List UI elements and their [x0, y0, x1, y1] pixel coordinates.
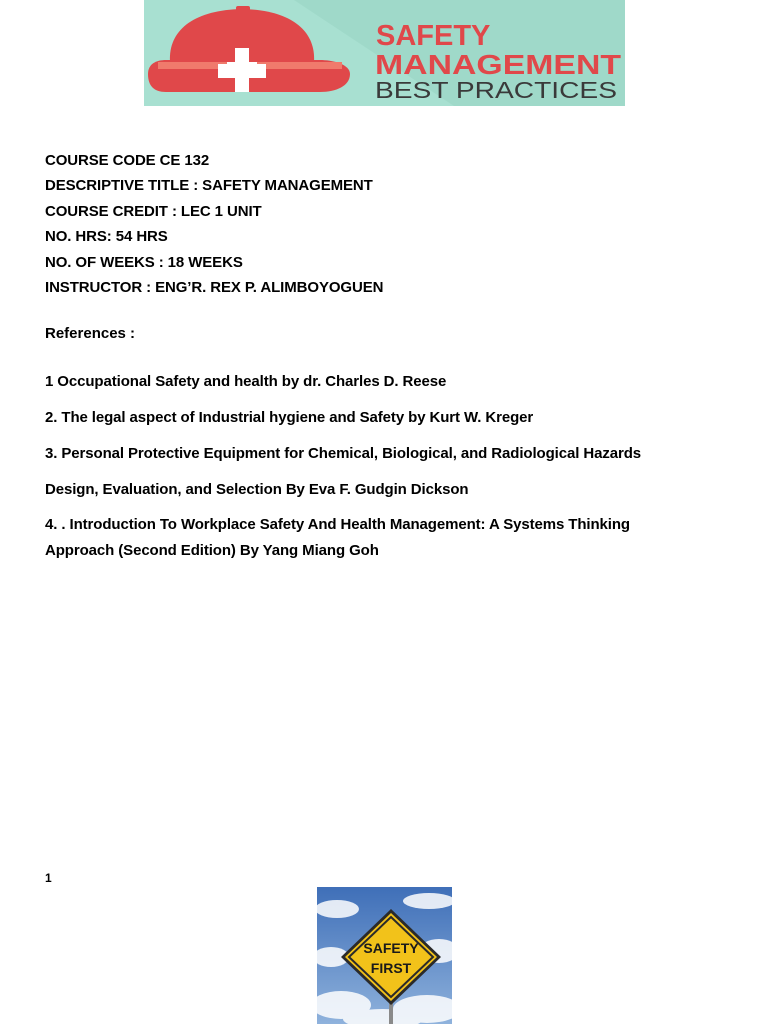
sign-text-line2: FIRST — [370, 960, 412, 976]
reference-item: Approach (Second Edition) By Yang Miang Goh — [45, 542, 379, 559]
course-info-block — [45, 148, 725, 300]
number-of-weeks: NO. OF WEEKS : 18 WEEKS — [45, 253, 243, 271]
reference-item: 2. The legal aspect of Industrial hygiene and Safety by Kurt W. Kreger — [45, 409, 534, 426]
banner-graphic — [144, 0, 625, 106]
reference-item: 4. . Introduction To Workplace Safety And Health Management: A Systems Thinking — [45, 516, 630, 533]
sign-text-line1: SAFETY — [363, 940, 419, 956]
references-heading: References : — [45, 325, 136, 342]
descriptive-title: DESCRIPTIVE TITLE : SAFETY MANAGEMENT — [45, 177, 373, 195]
page-number: 1 — [45, 871, 52, 885]
sign-post — [389, 1003, 393, 1024]
banner-title-line1: SAFETY — [376, 20, 491, 52]
course-credit: COURSE CREDIT : LEC 1 UNIT — [45, 202, 262, 220]
number-of-hours: NO. HRS: 54 HRS — [45, 228, 168, 246]
reference-item: Design, Evaluation, and Selection By Eva F. Gudgin Dickson — [45, 481, 469, 498]
course-code: COURSE CODE CE 132 — [45, 152, 210, 169]
header-banner — [144, 0, 625, 106]
reference-item: 1 Occupational Safety and health by dr. Charles D. Reese — [45, 373, 447, 390]
reference-item: 3. Personal Protective Equipment for Chemical, Biological, and Radiological Hazards — [45, 445, 642, 462]
instructor: INSTRUCTOR : ENG’R. REX P. ALIMBOYOGUEN — [45, 278, 384, 296]
safety-first-sign-image — [317, 887, 452, 1024]
banner-title-line2: MANAGEMENT — [375, 49, 621, 80]
banner-subtitle: BEST PRACTICES — [375, 77, 617, 103]
sign-graphic — [317, 887, 452, 1024]
